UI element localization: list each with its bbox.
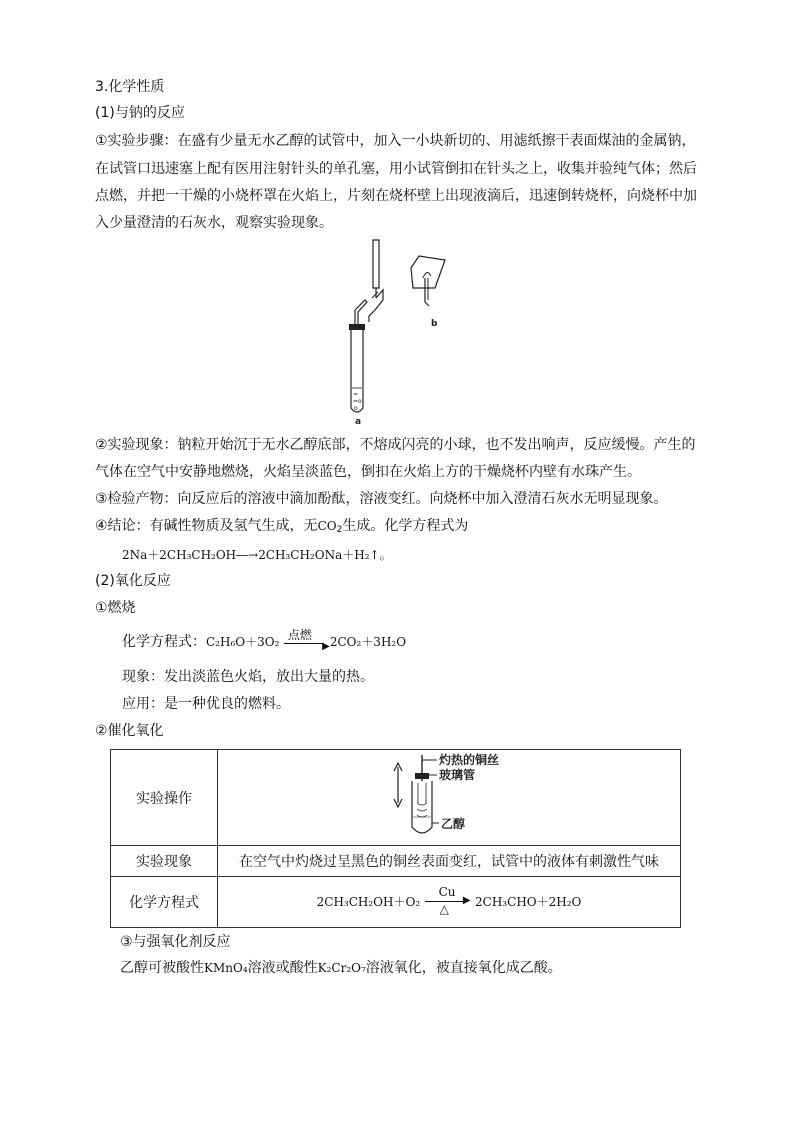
strong-mid: 溶液或酸性 <box>247 960 318 976</box>
cat-heat: △ <box>439 902 449 916</box>
combustion-title: ①燃烧 <box>95 600 136 616</box>
strong-post: 溶液氧化，被直接氧化成乙酸。 <box>365 960 562 976</box>
strong-pre: 乙醇可被酸性 <box>120 960 204 976</box>
table-row <box>111 846 681 877</box>
combustion-use: 应用：是一种优良的燃料。 <box>122 696 290 712</box>
strong-kmno4: KMnO₄ <box>204 961 248 975</box>
copper-wire-apparatus-figure <box>219 751 679 844</box>
sodium-apparatus-figure <box>335 238 455 428</box>
equation-cell <box>218 877 681 928</box>
subsection-title-oxidation: (2)氧化反应 <box>95 573 171 589</box>
combustion-eq-label: 化学方程式： <box>122 634 206 650</box>
combustion-eq-left: C₂H₆O＋3O₂ <box>206 635 280 649</box>
combustion-arrow: 点燃 ▶ <box>284 635 330 649</box>
apparatus-label-wire: 灼热的铜丝 <box>439 753 500 767</box>
strong-k2cr2o7: K₂Cr₂O₇ <box>317 961 366 975</box>
combustion-eq-right: 2CO₂＋3H₂O <box>329 635 407 649</box>
conclusion-pre: ④结论：有碱性物质及氢气生成，无 <box>95 518 318 534</box>
cat-catalyst: Cu <box>438 885 456 899</box>
conclusion-co2-sub: 2 <box>336 525 343 535</box>
section-heading: 3.化学性质 <box>95 79 165 95</box>
step-line-4: 入少量澄清的石灰水，观察实验现象。 <box>95 215 333 231</box>
row-header-equation: 化学方程式 <box>111 877 218 928</box>
svg-text:=o: =o <box>353 398 362 405</box>
row-header-phenomenon: 实验现象 <box>111 846 218 877</box>
conclusion-co2: CO <box>317 519 337 533</box>
step-line-2: 在试管口迅速塞上配有医用注射针头的单孔塞，用小试管倒扣在针头之上，收集并验纯气体；然后 <box>95 161 697 177</box>
cat-arrow: Cu ▶ △ <box>425 887 471 917</box>
phenomenon-cell: 在空气中灼烧过呈黑色的铜丝表面变红，试管中的液体有刺激性气味 <box>218 846 681 877</box>
combustion-condition: 点燃 <box>287 628 312 642</box>
figure-label-a: a <box>355 417 362 427</box>
cat-eq-right: 2CH₃CHO＋2H₂O <box>475 895 582 909</box>
step-line-3: 点燃，并把一干燥的小烧杯罩在火焰上，片刻在烧杯壁上出现液滴后，迅速倒转烧杯，向烧杯中加 <box>95 188 697 204</box>
combustion-phenomenon: 现象：发出淡蓝色火焰，放出大量的热。 <box>122 669 374 685</box>
strong-oxidant-line <box>120 958 562 978</box>
apparatus-label-tube: 玻璃管 <box>439 768 476 782</box>
cat-eq-left: 2CH₃CH₂OH＋O₂ <box>316 895 421 909</box>
catalytic-oxidation-title: ②催化氧化 <box>95 723 164 739</box>
sodium-equation: 2Na＋2CH₃CH₂OH―→2CH₃CH₂ONa＋H₂↑。 <box>122 548 392 562</box>
svg-text:=: = <box>353 391 359 398</box>
phenomenon-line-2: 气体在空气中安静地燃烧，火焰呈淡蓝色，倒扣在火焰上方的干燥烧杯内壁有水珠产生。 <box>95 464 641 480</box>
strong-oxidant-title: ③与强氧化剂反应 <box>120 934 231 950</box>
figure-label-b: b <box>431 319 438 329</box>
apparatus-cell <box>218 750 681 846</box>
step-line-1: ①实验步骤：在盛有少量无水乙醇的试管中，加入一小块新切的、用滤纸擦干表面煤油的金属钠， <box>95 133 696 149</box>
combustion-equation <box>122 628 407 652</box>
table-row <box>111 750 681 846</box>
test-product-line: ③检验产物：向反应后的溶液中滴加酚酞，溶液变红。向烧杯中加入澄清石灰水无明显现象。 <box>95 491 668 507</box>
subsection-title-sodium: (1)与钠的反应 <box>95 105 185 121</box>
catalytic-oxidation-table <box>110 749 681 928</box>
table-row <box>111 877 681 928</box>
svg-text:o: o <box>354 405 358 412</box>
conclusion-line <box>95 516 468 536</box>
conclusion-post: 生成。化学方程式为 <box>342 518 469 534</box>
phenomenon-line-1: ②实验现象：钠粒开始沉于无水乙醇底部，不熔成闪亮的小球，也不发出响声，反应缓慢。产生的 <box>95 437 696 453</box>
apparatus-label-ethanol: 乙醇 <box>441 817 466 831</box>
row-header-operation: 实验操作 <box>111 750 218 846</box>
